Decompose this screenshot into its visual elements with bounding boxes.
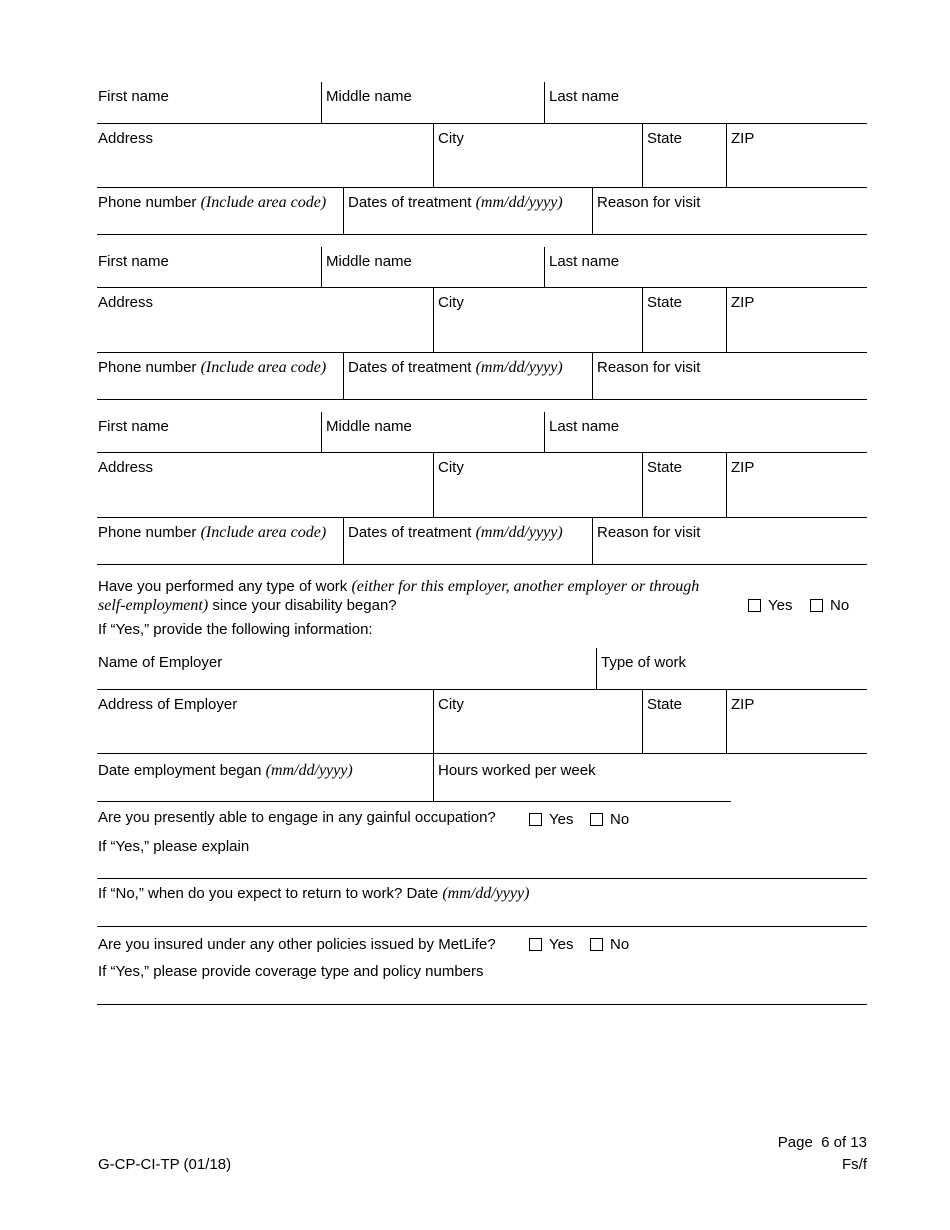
work-yes-checkbox[interactable] bbox=[748, 597, 792, 615]
employer-name-field[interactable] bbox=[97, 648, 596, 689]
provider-1-last-name-field[interactable] bbox=[544, 82, 867, 123]
name-of-employer-label: Name of Employer bbox=[98, 654, 223, 671]
state-label: State bbox=[647, 696, 683, 713]
checkbox-box[interactable] bbox=[529, 813, 542, 826]
no-label: No bbox=[610, 811, 630, 828]
provider-3-state-field[interactable] bbox=[642, 453, 726, 517]
phone-number-label: Phone number bbox=[98, 524, 197, 541]
provider-3-address-field[interactable] bbox=[97, 453, 433, 517]
employment-date-row bbox=[97, 754, 731, 802]
gainful-yes-checkbox[interactable] bbox=[529, 811, 573, 829]
insured-no-checkbox[interactable] bbox=[590, 936, 629, 954]
city-label: City bbox=[438, 459, 464, 476]
dates-of-treatment-label: Dates of treatment bbox=[348, 359, 472, 376]
insured-policy-line[interactable] bbox=[97, 984, 867, 1005]
form-code: G-CP-CI-TP (01/18) bbox=[98, 1156, 232, 1173]
provider-2-zip-field[interactable] bbox=[726, 288, 867, 352]
return-to-work-field[interactable] bbox=[97, 879, 867, 926]
zip-label: ZIP bbox=[731, 294, 755, 311]
provider-3-city-field[interactable] bbox=[433, 453, 643, 517]
provider-2-last-name-field[interactable] bbox=[544, 247, 867, 287]
work-if-yes-text: If “Yes,” provide the following information: bbox=[98, 621, 373, 638]
employer-name-row bbox=[97, 648, 867, 690]
work-question-part2: since your disability began? bbox=[212, 597, 397, 614]
address-label: Address bbox=[98, 130, 154, 147]
work-no-checkbox[interactable] bbox=[810, 597, 849, 615]
provider-2-address-row bbox=[97, 288, 867, 353]
dates-of-treatment-label: Dates of treatment bbox=[348, 194, 472, 211]
provider-2-address-field[interactable] bbox=[97, 288, 433, 352]
city-label: City bbox=[438, 130, 464, 147]
provider-3-first-name-field[interactable] bbox=[97, 412, 321, 452]
work-question-line2 bbox=[98, 596, 397, 615]
provider-1-city-field[interactable] bbox=[433, 124, 643, 187]
phone-hint: (Include area code) bbox=[200, 194, 327, 211]
zip-label: ZIP bbox=[731, 130, 755, 147]
provider-2-phone-field[interactable] bbox=[97, 353, 343, 399]
gainful-explain-line[interactable] bbox=[97, 860, 867, 879]
no-label: No bbox=[830, 597, 850, 614]
first-name-label: First name bbox=[98, 253, 169, 270]
type-of-work-label: Type of work bbox=[601, 654, 687, 671]
provider-2-first-name-field[interactable] bbox=[97, 247, 321, 287]
provider-1-phone-row bbox=[97, 188, 867, 235]
provider-3-zip-field[interactable] bbox=[726, 453, 867, 517]
date-hint: (mm/dd/yyyy) bbox=[475, 359, 563, 376]
address-label: Address bbox=[98, 294, 154, 311]
employer-city-field[interactable] bbox=[433, 690, 643, 753]
return-to-work-row[interactable] bbox=[97, 879, 867, 927]
work-question-hint2: self-employment) bbox=[98, 597, 209, 614]
provider-1-dates-field[interactable] bbox=[343, 188, 593, 234]
provider-2-name-row bbox=[97, 247, 867, 288]
provider-1-first-name-field[interactable] bbox=[97, 82, 321, 123]
city-label: City bbox=[438, 294, 464, 311]
address-of-employer-label: Address of Employer bbox=[98, 696, 238, 713]
checkbox-box[interactable] bbox=[590, 938, 603, 951]
return-question-label: If “No,” when do you expect to return to work? Date bbox=[98, 885, 439, 902]
provider-2-state-field[interactable] bbox=[642, 288, 726, 352]
work-question-part1: Have you performed any type of work bbox=[98, 578, 348, 595]
type-of-work-field[interactable] bbox=[596, 648, 867, 689]
provider-3-last-name-field[interactable] bbox=[544, 412, 867, 452]
provider-1-name-row bbox=[97, 82, 867, 124]
checkbox-box[interactable] bbox=[748, 599, 761, 612]
provider-1-address-row bbox=[97, 124, 867, 188]
middle-name-label: Middle name bbox=[326, 418, 412, 435]
employer-address-field[interactable] bbox=[97, 690, 433, 753]
provider-2-phone-row bbox=[97, 353, 867, 400]
gainful-question: Are you presently able to engage in any gainful occupation? bbox=[98, 809, 496, 826]
phone-number-label: Phone number bbox=[98, 194, 197, 211]
provider-3-reason-field[interactable] bbox=[592, 518, 867, 564]
footer-code: Fs/f bbox=[842, 1156, 867, 1173]
last-name-label: Last name bbox=[549, 418, 620, 435]
employer-address-row bbox=[97, 690, 867, 754]
provider-1-address-field[interactable] bbox=[97, 124, 433, 187]
provider-2-reason-field[interactable] bbox=[592, 353, 867, 399]
last-name-label: Last name bbox=[549, 88, 620, 105]
state-label: State bbox=[647, 294, 683, 311]
provider-2-middle-name-field[interactable] bbox=[321, 247, 545, 287]
middle-name-label: Middle name bbox=[326, 88, 412, 105]
provider-3-dates-field[interactable] bbox=[343, 518, 593, 564]
reason-for-visit-label: Reason for visit bbox=[597, 359, 701, 376]
provider-2-city-field[interactable] bbox=[433, 288, 643, 352]
provider-3-phone-row bbox=[97, 518, 867, 565]
dates-of-treatment-label: Dates of treatment bbox=[348, 524, 472, 541]
page-number: Page 6 of 13 bbox=[777, 1134, 867, 1151]
first-name-label: First name bbox=[98, 418, 169, 435]
hours-worked-field[interactable] bbox=[433, 754, 731, 801]
insured-yes-checkbox[interactable] bbox=[529, 936, 573, 954]
reason-for-visit-label: Reason for visit bbox=[597, 194, 701, 211]
employment-began-field[interactable] bbox=[97, 754, 433, 801]
gainful-explain-text: If “Yes,” please explain bbox=[98, 838, 250, 855]
gainful-no-checkbox[interactable] bbox=[590, 811, 629, 829]
provider-1-zip-field[interactable] bbox=[726, 124, 867, 187]
work-question-hint1: (either for this employer, another employer or through bbox=[351, 578, 700, 595]
last-name-label: Last name bbox=[549, 253, 620, 270]
provider-1-middle-name-field[interactable] bbox=[321, 82, 545, 123]
no-label: No bbox=[610, 936, 630, 953]
insured-provide-text: If “Yes,” please provide coverage type and policy numbers bbox=[98, 963, 484, 980]
checkbox-box[interactable] bbox=[810, 599, 823, 612]
hours-worked-label: Hours worked per week bbox=[438, 762, 596, 779]
provider-1-phone-field[interactable] bbox=[97, 188, 343, 234]
date-hint: (mm/dd/yyyy) bbox=[475, 194, 563, 211]
yes-label: Yes bbox=[549, 936, 574, 953]
phone-number-label: Phone number bbox=[98, 359, 197, 376]
state-label: State bbox=[647, 459, 683, 476]
city-label: City bbox=[438, 696, 464, 713]
yes-label: Yes bbox=[768, 597, 793, 614]
date-hint: (mm/dd/yyyy) bbox=[265, 762, 353, 779]
employer-zip-field[interactable] bbox=[726, 690, 867, 753]
address-label: Address bbox=[98, 459, 154, 476]
provider-3-address-row bbox=[97, 453, 867, 518]
date-hint: (mm/dd/yyyy) bbox=[475, 524, 563, 541]
state-label: State bbox=[647, 130, 683, 147]
provider-2-dates-field[interactable] bbox=[343, 353, 593, 399]
checkbox-box[interactable] bbox=[590, 813, 603, 826]
reason-for-visit-label: Reason for visit bbox=[597, 524, 701, 541]
provider-1-state-field[interactable] bbox=[642, 124, 726, 187]
zip-label: ZIP bbox=[731, 696, 755, 713]
middle-name-label: Middle name bbox=[326, 253, 412, 270]
date-employment-began-label: Date employment began bbox=[98, 762, 262, 779]
zip-label: ZIP bbox=[731, 459, 755, 476]
provider-3-name-row bbox=[97, 412, 867, 453]
insured-question: Are you insured under any other policies issued by MetLife? bbox=[98, 936, 496, 953]
provider-3-middle-name-field[interactable] bbox=[321, 412, 545, 452]
work-question bbox=[98, 577, 699, 596]
phone-hint: (Include area code) bbox=[200, 359, 327, 376]
first-name-label: First name bbox=[98, 88, 169, 105]
phone-hint: (Include area code) bbox=[200, 524, 327, 541]
yes-label: Yes bbox=[549, 811, 574, 828]
employer-state-field[interactable] bbox=[642, 690, 726, 753]
checkbox-box[interactable] bbox=[529, 938, 542, 951]
provider-3-phone-field[interactable] bbox=[97, 518, 343, 564]
provider-1-reason-field[interactable] bbox=[592, 188, 867, 234]
date-hint: (mm/dd/yyyy) bbox=[442, 885, 530, 902]
